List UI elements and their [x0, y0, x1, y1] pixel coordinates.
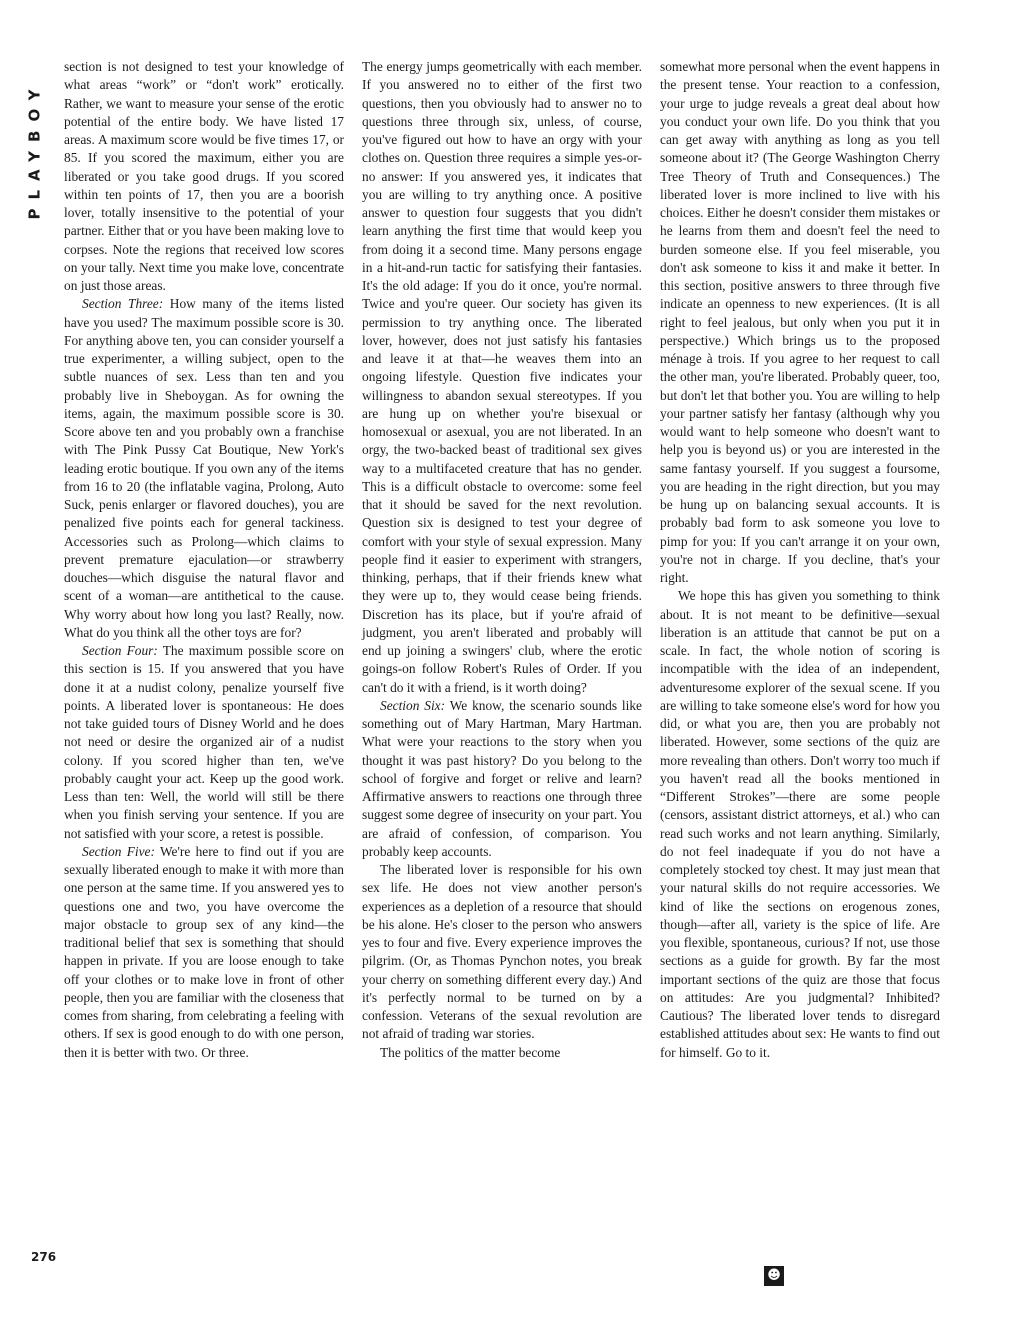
paragraph: somewhat more personal when the event happens in the present tense. Your reaction to a confession, your urge to judge reveals a great deal about how you conduct your own life. Do you think that you can get away with anything as long as you tell someone about it? (The George Washington Cherry Tree Theory of Truth and Consequences.) The liberated lover is more inclined to live with his choices. Either he doesn't consider them mistakes or he learns from them and doesn't feel the need to burden someone else. If you feel miserable, you don't ask someone to kiss it and make it better. In this section, positive answers to three through five indicate an openness to new experiences. (It is all right to feel jealous, but only when you put it in perspective.) Which brings us to the proposed ménage à trois. If you agree to her request to call the other man, you're liberated. Probably queer, too, but don't let that bother you. You are willing to help your partner satisfy her fantasy (although why you would want to help someone who doesn't want to help you is beyond us) or you are interested in the same fantasy yourself. If you suggest a foursome, you are heading in the right direction, but you may be hung up on balancing sexual accounts. It is probably bad form to ask someone you love to pimp for you: If you can't arrange it on your own, you're not in charge. If you decline, that's your right.	[660, 59, 940, 585]
section-heading: Section Four:	[82, 643, 158, 658]
end-mark-icon: ☻	[764, 1266, 784, 1286]
paragraph	[362, 697, 642, 861]
paragraph: We hope this has given you something to think about. It is not meant to be definitive—sexual liberation is an attitude that cannot be put on a scale. In fact, the whole notion of scoring is incompatible with the idea of an independent, adventuresome explorer of the sexual scene. If you are willing to take someone else's word for how you did, or what you are, then you are probably not liberated. However, some sections of the quiz are more revealing than others. Don't worry too much if you haven't read all the books mentioned in “Different Strokes”—there are some people (censors, assistant district attorneys, et al.) who can read such works and not learn anything. Similarly, do not feel inadequate if you do not have a completely stocked toy chest. It may just mean that your natural skills do not require accessories. We kind of like the sections on erogenous zones, though—after all, variety is the spice of life. Are you flexible, spontaneous, curious? If not, use those sections as a guide for growth. By far the most important sections of the quiz are those that focus on attitudes: Are you judgmental? Inhibited? Cautious? The liberated lover tends to disregard established attitudes about sex: He wants to find out for himself. Go to it.	[660, 588, 940, 1060]
paragraph	[64, 295, 344, 642]
paragraph: section is not designed to test your knowledge of what areas “work” or “don't work” erotically. Rather, we want to measure your sense of the erotic potential of the entire body. We have listed 17 areas. A maximum score would be five times 17, or 85. If you scored the maximum, either you are liberated or you take good drugs. If you scored within ten points of 17, then you are a boorish lover, totally insensitive to the potential of your partner. Either that or you have been making love to corpses. Note the regions that received low scores on your tally. Next time you make love, concentrate on just those areas.	[64, 59, 344, 293]
page-number: 276	[31, 1250, 57, 1264]
paragraph: The energy jumps geometrically with each member. If you answered no to either of the first two questions, then you obviously had to answer no to questions three through six, unless, of course, you've figured out how to have an orgy with your clothes on. Question three requires a simple yes-or-no answer: If you answered yes, it indicates that you are willing to try anything once. A positive answer to question four suggests that you didn't learn anything the first time that would keep you from doing it a second time. Many persons engage in a hit-and-run tactic for satisfying their fantasies. It's the old adage: If you do it once, you're normal. Twice and you're queer. Our society has given its permission to try anything once. The liberated lover, however, does not just satisfy his fantasies and leave it at that—he weaves them into an ongoing lifestyle. Question five indicates your willingness to abandon sexual stereotypes. If you are hung up on whether you're bisexual or homosexual or asexual, you are not liberated. In an orgy, the two-backed beast of traditional sex gives way to a multifaceted creature that has no gender. This is a difficult obstacle to overcome: some feel that it should be saved for the next revolution. Question six is designed to test your degree of comfort with your style of sexual expression. Many people find it easier to experiment with strangers, thinking, perhaps, that if their friends knew what they were up to, they would cease being friends. Discretion has its place, but if you're afraid of judgment, you aren't liberated and probably will end up joining a swingers' club, where the erotic goings-on follow Robert's Rules of Order. If you can't do it with a friend, is it worth doing?	[362, 59, 642, 695]
paragraph	[64, 642, 344, 843]
spine-title-text: PLAYBOY	[26, 80, 45, 220]
section-heading: Section Six:	[380, 697, 446, 713]
paragraph-text: How many of the items listed have you used? The maximum possible score is 30. For anything above ten, you can consider yourself a true experimenter, a willing subject, open to the subtle nuances of sex. Less than ten and you probably live in Sheboygan. As for owning the items, again, the maximum possible score is 30. Score above ten and you probably own a franchise with The Pink Pussy Cat Boutique, New York's leading erotic boutique. If you own any of the items from 16 to 20 (the inflatable vagina, Prolong, Auto Suck, penis enlarger or flavored douches), you are penalized five points each for general tackiness. Accessories such as Prolong—which claims to prevent premature ejaculation—or strawberry douches—which disguise the natural flavor and scent of a woman—are antithetical to the cause. Why worry about how long you last? Really, now. What do you think all the other toys are for?	[64, 296, 344, 640]
paragraph: The liberated lover is responsible for his own sex life. He does not view another person's experiences as a depletion of a resource that should be his alone. He's closer to the person who answers yes to four and five. Every experience improves the pilgrim. (Or, as Thomas Pynchon notes, you break your cherry on something different every day.) And it's perfectly normal to be turned on by a confession. Veterans of the sexual revolution are not afraid of trading war stories.	[362, 862, 642, 1042]
paragraph-text: We're here to find out if you are sexually liberated enough to make it with more than one person at the same time. If you answered yes to questions one and two, you have overcome the major obstacle to group sex of any kind—the traditional belief that sex is something that should happen in private. If you are loose enough to take off your clothes or to make love in front of other people, then you are familiar with the closeness that comes from sharing, from celebrating a feeling with others. If sex is good enough to do with one person, then it is better with two. Or three.	[64, 843, 344, 1060]
text-column-2	[362, 58, 642, 1062]
paragraph-text: The maximum possible score on this section is 15. If you answered that you have done it at a nudist colony, penalize yourself five points. A liberated lover is spontaneous: He does not take guided tours of Disney World and he does not need or desire the organized air of a nudist colony. If you scored higher than ten, we've probably caught your act. Keep up the good work. Less than ten: Well, the world will still be there when you finish serving your sentence. If you are not satisfied with your score, a retest is possible.	[64, 643, 344, 841]
text-column-3	[660, 58, 940, 1062]
paragraph: The politics of the matter become	[380, 1044, 561, 1060]
spine-title	[18, 60, 52, 240]
paragraph	[64, 843, 344, 1062]
section-heading: Section Three:	[82, 296, 164, 312]
section-heading: Section Five:	[82, 843, 155, 859]
paragraph-text: We know, the scenario sounds like something out of Mary Hartman, Mary Hartman. What were your reactions to the story when you thought it was past history? Do you belong to the school of forgive and forget or relive and learn? Affirmative answers to reactions one through three suggest some degree of insecurity on your part. You are afraid of confession, of comparison. You probably keep accounts.	[362, 697, 642, 859]
text-column-1	[64, 58, 344, 1062]
